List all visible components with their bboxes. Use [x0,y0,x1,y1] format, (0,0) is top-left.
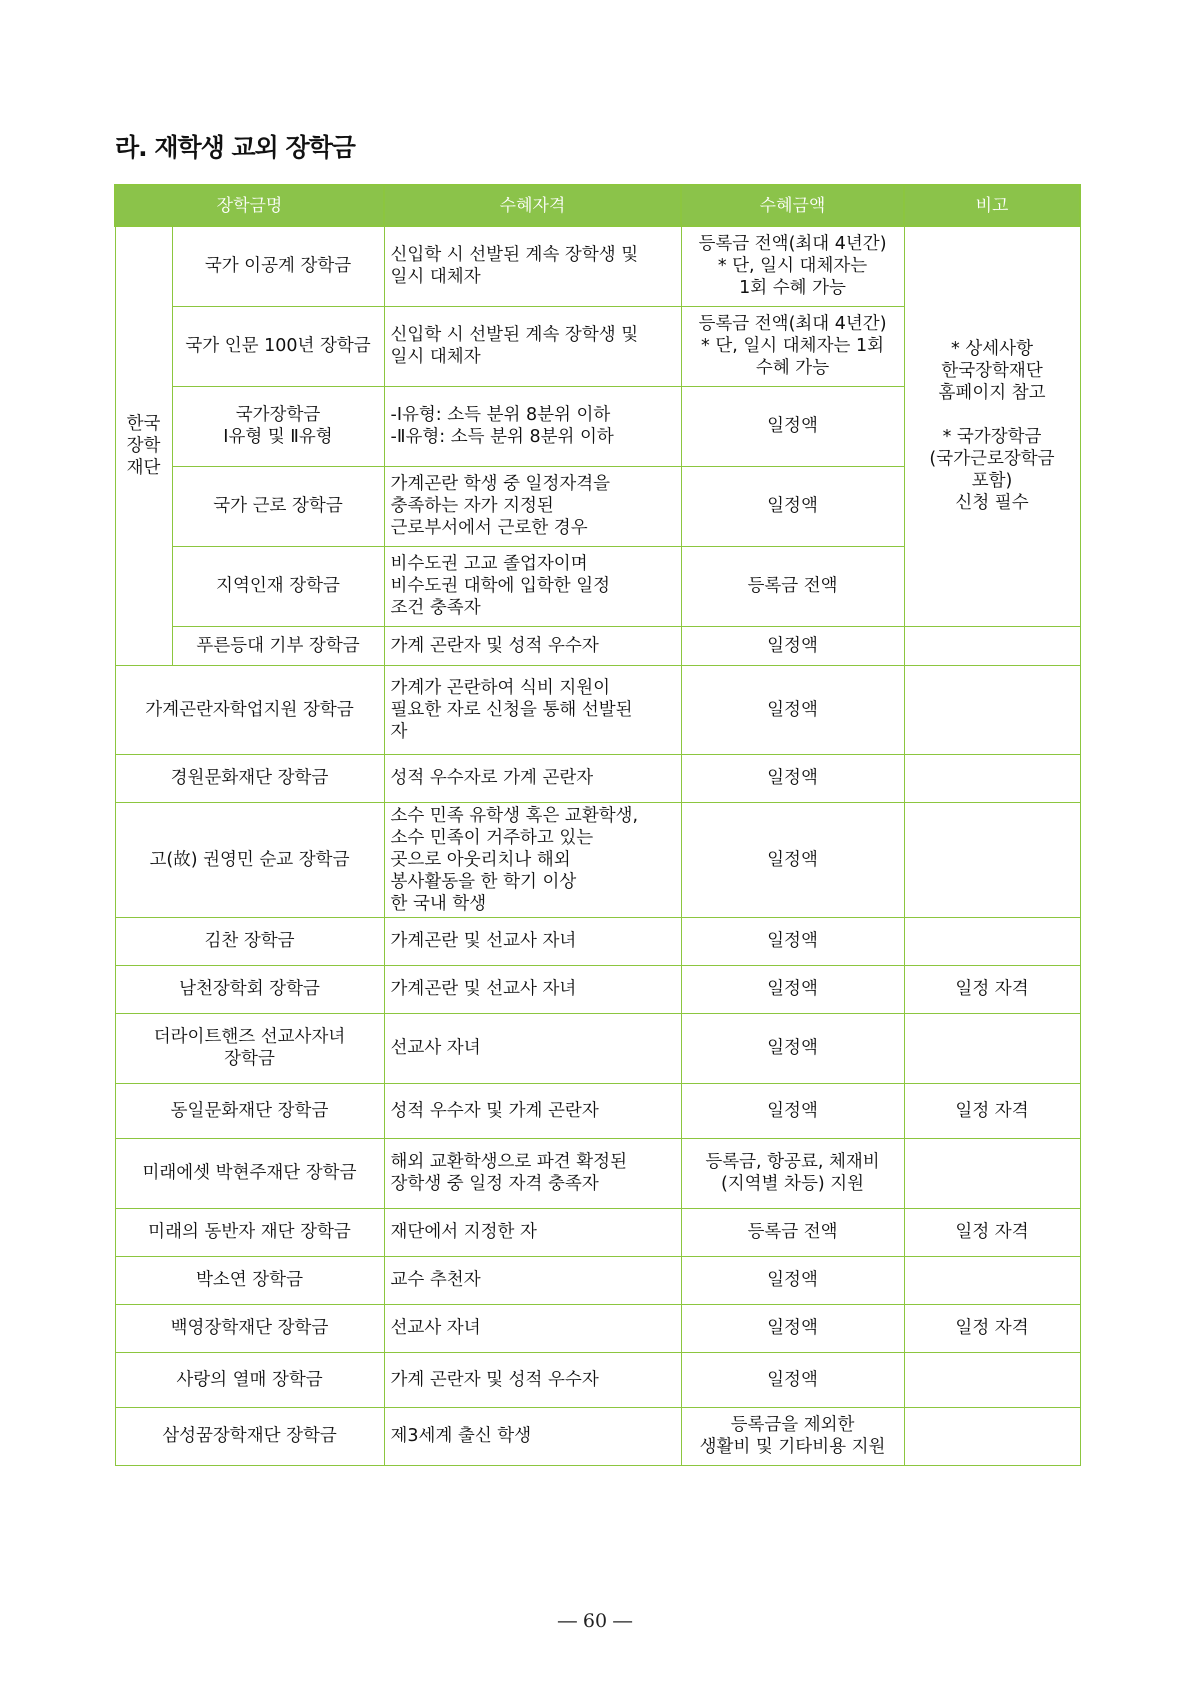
scholarship-qualification-line: 재단에서 지정한 자 [390,1222,537,1242]
scholarship-qualification [384,1083,681,1138]
scholarship-qualification-line: 제3세계 출신 학생 [390,1426,532,1446]
scholarship-name-line: 미래의 동반자 재단 장학금 [148,1222,351,1242]
scholarship-amount-line: 일정액 [767,849,818,870]
scholarship-note [904,1083,1080,1138]
scholarship-name [172,226,384,306]
table-row [115,917,1080,965]
scholarship-qualification [384,626,681,665]
scholarship-name [115,665,384,754]
table-row [115,1256,1080,1304]
scholarship-amount [681,546,904,626]
scholarship-note [904,1138,1080,1208]
scholarship-amount-line: 등록금을 제외한 [730,1415,855,1435]
scholarship-amount-line: 생활비 및 기타비용 지원 [699,1437,886,1457]
scholarship-qualification [384,386,681,466]
table-row [115,1138,1080,1208]
scholarship-qualification-line: 필요한 자로 신청을 통해 선발된 [390,699,633,720]
kosaf-note-line: (국가근로장학금 [929,449,1055,470]
scholarship-name-line: 삼성꿈장학재단 장학금 [162,1426,337,1446]
page-heading: 라. 재학생 교외 장학금 [115,133,355,162]
kosaf-note-line: 포함) [971,471,1013,492]
table-row [115,1208,1080,1256]
scholarship-qualification-line: 소수 민족이 거주하고 있는 [390,827,594,848]
scholarship-qualification [384,546,681,626]
table-row [115,1083,1080,1138]
scholarship-qualification-line: 가계곤란 및 선교사 자녀 [390,979,577,999]
scholarship-name [115,1407,384,1465]
scholarship-qualification [384,1407,681,1465]
scholarship-amount [681,386,904,466]
header-note: 비고 [904,185,1080,226]
scholarship-qualification-line: 자 [390,721,408,742]
table-row [115,802,1080,917]
scholarship-qualification-line: -Ⅱ유형: 소득 분위 8분위 이하 [390,427,614,447]
scholarship-qualification-line: 가계가 곤란하여 식비 지원이 [390,677,611,698]
scholarship-amount [681,1407,904,1465]
scholarship-note [904,1352,1080,1407]
table-row [115,226,1080,306]
scholarship-qualification-line: 봉사활동을 한 학기 이상 [390,871,577,892]
scholarship-amount [681,1138,904,1208]
scholarship-name-line: 가계곤란자학업지원 장학금 [145,699,354,720]
scholarship-qualification-line: 곳으로 아웃리치나 해외 [390,849,571,870]
scholarship-amount-line: 일정액 [767,768,818,788]
scholarship-amount-line: 등록금, 항공료, 체재비 [705,1152,880,1172]
scholarship-name [115,802,384,917]
scholarship-note [904,1013,1080,1083]
group-label-kosaf-line: 재단 [126,457,161,478]
table-body [115,226,1080,1465]
scholarship-name [172,466,384,546]
scholarship-amount [681,1256,904,1304]
scholarship-qualification-line: 비수도권 대학에 입학한 일정 [390,576,611,596]
scholarship-name-line: 국가 근로 장학금 [213,496,343,516]
scholarship-amount [681,226,904,306]
scholarship-qualification-line: 근로부서에서 근로한 경우 [390,518,588,538]
scholarship-name [115,1304,384,1352]
scholarship-amount-line: * 단, 일시 대체자는 [717,256,868,277]
kosaf-note-line: * 상세사항 [951,339,1033,360]
table-row [115,1407,1080,1465]
scholarship-name-line: 남천장학회 장학금 [179,979,320,999]
scholarship-note [904,1304,1080,1352]
scholarship-amount [681,1083,904,1138]
scholarship-qualification-line: 선교사 자녀 [390,1318,481,1338]
table-row [115,665,1080,754]
page-number: ― 60 ― [557,1610,633,1632]
scholarship-amount [681,1208,904,1256]
scholarship-qualification [384,665,681,754]
scholarship-qualification-line: 소수 민족 유학생 혹은 교환학생, [390,805,639,826]
scholarship-amount [681,1013,904,1083]
scholarship-amount-line: 일정액 [767,1038,818,1058]
scholarship-amount [681,626,904,665]
scholarship-note [904,1407,1080,1465]
scholarship-name-line: 박소연 장학금 [196,1270,303,1290]
scholarship-name-line: 푸른등대 기부 장학금 [196,635,360,656]
scholarship-name-line: 국가 인문 100년 장학금 [185,336,371,356]
scholarship-name [172,386,384,466]
scholarship-amount [681,1352,904,1407]
scholarship-note [904,754,1080,802]
scholarship-name-line: 국가 이공계 장학금 [204,256,352,277]
scholarship-name-line: 백영장학재단 장학금 [170,1318,329,1338]
scholarship-note [904,802,1080,917]
group-label-kosaf [115,226,172,665]
scholarship-note-line: 일정 자격 [955,1222,1029,1242]
scholarship-qualification [384,1013,681,1083]
scholarship-qualification-line: 성적 우수자 및 가계 곤란자 [390,1100,599,1121]
scholarship-name-line: 장학금 [224,1049,275,1069]
scholarship-amount [681,917,904,965]
scholarship-qualification-line: 신입학 시 선발된 계속 장학생 및 [390,325,639,345]
scholarship-note-line: 일정 자격 [955,1318,1029,1338]
scholarship-amount [681,306,904,386]
scholarship-table [114,184,1081,1466]
group-label-kosaf-line: 장학 [126,435,161,456]
scholarship-amount-line: 일정액 [767,1270,818,1290]
scholarship-name-line: 미래에셋 박현주재단 장학금 [142,1163,357,1183]
scholarship-note [904,1208,1080,1256]
kosaf-note-line [911,404,1074,426]
table-header-row [115,185,1080,226]
scholarship-qualification-line: 가계 곤란자 및 성적 우수자 [390,635,599,656]
header-qualification: 수혜자격 [384,185,681,226]
scholarship-qualification-line: 교수 추천자 [390,1270,481,1290]
scholarship-amount-line: 일정액 [767,416,818,436]
scholarship-qualification [384,1304,681,1352]
scholarship-amount-line: 등록금 전액(최대 4년간) [698,234,887,255]
scholarship-amount [681,802,904,917]
scholarship-amount-line: 일정액 [767,979,818,999]
scholarship-name-line: 경원문화재단 장학금 [170,768,329,788]
scholarship-qualification-line: 충족하는 자가 지정된 [390,496,554,516]
table-row [115,1352,1080,1407]
scholarship-qualification-line: 조건 충족자 [390,598,481,618]
scholarship-amount-line: 일정액 [767,1100,818,1121]
scholarship-name [172,626,384,665]
scholarship-qualification-line: 일시 대체자 [390,267,481,288]
header-name: 장학금명 [115,185,384,226]
scholarship-qualification-line: -Ⅰ유형: 소득 분위 8분위 이하 [390,405,611,425]
scholarship-amount-line: 일정액 [767,496,818,516]
scholarship-qualification [384,1208,681,1256]
scholarship-name-line: 고(故) 권영민 순교 장학금 [149,849,350,870]
scholarship-amount-line: * 단, 일시 대체자는 1회 [701,336,884,356]
scholarship-qualification-line: 일시 대체자 [390,347,481,367]
scholarship-qualification [384,802,681,917]
scholarship-note [904,1256,1080,1304]
kosaf-note-line: 홈페이지 참고 [938,383,1046,404]
scholarship-qualification-line: 신입학 시 선발된 계속 장학생 및 [390,245,639,266]
scholarship-note [904,965,1080,1013]
scholarship-qualification [384,1256,681,1304]
scholarship-amount-line: 등록금 전액(최대 4년간) [698,314,887,334]
scholarship-qualification-line: 장학생 중 일정 자격 충족자 [390,1174,599,1194]
scholarship-amount-line: 등록금 전액 [747,1222,838,1242]
scholarship-amount-line: 1회 수혜 가능 [739,278,846,299]
scholarship-amount [681,466,904,546]
scholarship-name [115,754,384,802]
scholarship-amount [681,1304,904,1352]
scholarship-amount-line: 일정액 [767,1369,818,1390]
scholarship-amount-line: (지역별 차등) 지원 [720,1174,865,1194]
table-row [115,754,1080,802]
scholarship-name-line: 더라이트핸즈 선교사자녀 [153,1027,346,1047]
scholarship-name [172,546,384,626]
scholarship-name [115,1352,384,1407]
scholarship-name [115,1083,384,1138]
scholarship-qualification-line: 성적 우수자로 가계 곤란자 [390,768,594,788]
scholarship-note [904,626,1080,665]
kosaf-note [904,226,1080,626]
scholarship-amount-line: 일정액 [767,635,818,656]
kosaf-note-line: 신청 필수 [955,493,1029,514]
scholarship-qualification-line: 가계 곤란자 및 성적 우수자 [390,1369,599,1390]
scholarship-amount-line: 수혜 가능 [755,358,830,378]
scholarship-name [115,1256,384,1304]
scholarship-qualification-line: 비수도권 고교 졸업자이며 [390,554,588,574]
scholarship-amount [681,965,904,1013]
scholarship-qualification [384,306,681,386]
scholarship-name [115,1208,384,1256]
scholarship-name [115,917,384,965]
scholarship-name-line: 김찬 장학금 [204,931,295,951]
table-row [115,1304,1080,1352]
kosaf-note-line: * 국가장학금 [942,427,1042,448]
scholarship-name-line: 동일문화재단 장학금 [170,1100,329,1121]
table-row [115,1013,1080,1083]
header-amount: 수혜금액 [681,185,904,226]
scholarship-amount-line: 일정액 [767,699,818,720]
scholarship-name [115,965,384,1013]
scholarship-qualification-line: 한 국내 학생 [390,893,487,914]
scholarship-qualification-line: 가계곤란 및 선교사 자녀 [390,931,577,951]
scholarship-name [172,306,384,386]
scholarship-amount [681,754,904,802]
scholarship-name-line: Ⅰ유형 및 Ⅱ유형 [223,427,333,447]
scholarship-qualification [384,226,681,306]
scholarship-note [904,917,1080,965]
scholarship-name [115,1138,384,1208]
scholarship-note-line: 일정 자격 [955,979,1029,999]
table-row [115,626,1080,665]
scholarship-name-line: 사랑의 열매 장학금 [176,1369,323,1390]
kosaf-note-line: 한국장학재단 [941,361,1043,382]
scholarship-amount [681,665,904,754]
scholarship-qualification [384,965,681,1013]
scholarship-qualification [384,1352,681,1407]
scholarship-name-line: 국가장학금 [235,405,321,425]
scholarship-qualification [384,754,681,802]
group-label-kosaf-line: 한국 [126,413,161,434]
scholarship-amount-line: 일정액 [767,1318,818,1338]
scholarship-qualification-line: 가계곤란 학생 중 일정자격을 [390,474,611,494]
scholarship-amount-line: 일정액 [767,931,818,951]
scholarship-qualification-line: 선교사 자녀 [390,1038,481,1058]
scholarship-note [904,665,1080,754]
scholarship-name [115,1013,384,1083]
scholarship-name-line: 지역인재 장학금 [216,576,340,596]
scholarship-qualification [384,1138,681,1208]
table-row [115,965,1080,1013]
scholarship-qualification [384,466,681,546]
scholarship-qualification-line: 해외 교환학생으로 파견 확정된 [390,1152,627,1172]
scholarship-qualification [384,917,681,965]
scholarship-note-line: 일정 자격 [955,1100,1029,1121]
scholarship-amount-line: 등록금 전액 [747,576,838,596]
